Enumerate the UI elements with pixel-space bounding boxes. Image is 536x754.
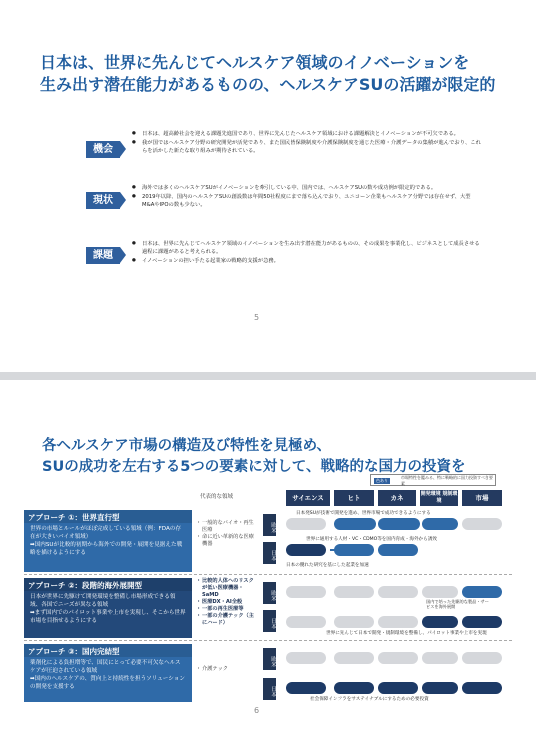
flow-pill xyxy=(378,586,418,598)
element-science: サイエンス xyxy=(286,490,330,506)
field-item: ・ 比較的人体へのリスクが低い医療機器・SaMD xyxy=(196,578,258,599)
slide-page-6 xyxy=(0,380,536,754)
approach-2-fields xyxy=(196,578,258,627)
flow-label: 日本の優れた研究を基にした起業を加速 xyxy=(286,563,369,568)
flow-pill xyxy=(422,616,458,628)
field-header: 代表的な領域 xyxy=(200,494,234,500)
flow-pill xyxy=(334,682,374,694)
element-money: カネ xyxy=(378,490,416,506)
approach-2-title: アプローチ ②：段階的海外展開型 xyxy=(24,578,192,591)
page-number: 6 xyxy=(254,706,260,715)
field-item: ・ 介護テック xyxy=(196,666,258,673)
flow-arrow xyxy=(330,549,360,551)
row-separator xyxy=(24,574,512,575)
bullet: ● 日本は、超高齢社会を迎える課題先進国であり、世界に先んじたヘルスケア領域における課題解決とイノベーションが不可欠である。 xyxy=(142,130,482,138)
flow-pill xyxy=(378,682,418,694)
flow-label: 国内で培った先駆的な製品・サービスを海外展開 xyxy=(426,599,489,609)
flow-pill xyxy=(378,544,418,556)
slide6-title-line1: 各ヘルスケア市場の構造及び特性を見極め、 xyxy=(42,438,331,454)
flow-pill xyxy=(422,652,458,664)
row-tag-japan: 日本 xyxy=(263,610,276,632)
flow-label: 日本発SUが技術で開発を進め、世界市場で成功できるようにする xyxy=(296,511,431,516)
flow-pill xyxy=(334,652,374,664)
flow-pill xyxy=(286,518,326,530)
page-number: 5 xyxy=(254,313,260,322)
flow-pill xyxy=(462,682,502,694)
flow-pill xyxy=(378,518,420,530)
bullet: ● イノベーションの担い手たる起業家の戦略的支援が急務。 xyxy=(142,257,482,265)
tag-current-status: 現状 xyxy=(86,192,120,209)
flow-pill xyxy=(286,652,326,664)
field-item: ・ 医療DX・AI全般 xyxy=(196,599,258,606)
field-item: ・ 一般的なバイオ・再生医療 xyxy=(196,520,258,534)
slide-page-5 xyxy=(0,0,536,372)
flow-pill xyxy=(422,682,458,694)
approach-2-action: ➡まず国内でのパイロット事業や上市を実現し、そこから世界市場を目指せるようにする xyxy=(30,610,186,624)
page-gap xyxy=(0,372,536,380)
bullet: ● 日本は、世界に先んじてヘルスケア領域のイノベーションを生み出す潜在能力があるものの、その成果を事業化し、ビジネスとして成長させる過程に課題があると考えられる。 xyxy=(142,240,482,256)
field-item: ・ 一部の介護テック（主にハード） xyxy=(196,613,258,627)
bullet: ● 海外では多くのヘルスケアSUがイノベーションを牽引している中、国内では、ヘルスケアSUの数や成功例が限定的である。 xyxy=(142,184,482,192)
approach-1-fields xyxy=(196,520,258,548)
approach-2-card xyxy=(24,578,192,638)
legend-text: 市場特性を鑑みる、特に戦略的に国力投資すべき要素 xyxy=(401,475,493,486)
current-status-bullets xyxy=(132,184,482,210)
approach-3-card xyxy=(24,644,192,702)
flow-pill xyxy=(462,518,502,530)
slide5-title-line1: 日本は、世界に先んじてヘルスケア領域のイノベーションを xyxy=(40,53,470,72)
tag-issue: 課題 xyxy=(86,247,120,264)
approach-1-action: ➡国内SUが比較的初期から海外での開発・展開を見据えた戦略を描けるようにする xyxy=(30,542,183,556)
row-tag-west: 欧米 xyxy=(263,648,276,670)
approach-3-action: ➡国内のヘルスケアの、質向上と持続性を担うソリューションの開発を支援する xyxy=(30,676,185,690)
slide6-title-line2: SUの成功を左右する5つの要素に対して、戦略的な国力の投資を xyxy=(42,459,466,475)
bullet: ● 我が国ではヘルスケア分野の研究開発が活発であり、また国民皆保険制度や介護保険制度を通じた医療・介護データの集積が進んでおり、これらを活かした新たな取り組みが期待されている。 xyxy=(142,139,482,155)
flow-pill xyxy=(378,652,418,664)
flow-pill xyxy=(378,616,418,628)
flow-pill xyxy=(286,544,326,556)
flow-pill xyxy=(462,652,502,664)
flow-pill xyxy=(286,682,326,694)
tag-opportunity: 機会 xyxy=(86,141,120,158)
approach-3-fields xyxy=(196,666,258,673)
approach-1-title: アプローチ ①：世界直行型 xyxy=(24,510,192,523)
flow-label: 世界に先んじて日本で開発・規制環境を整備し、パイロット事業や上市を実現 xyxy=(326,631,487,636)
flow-pill xyxy=(462,616,502,628)
element-people: ヒト xyxy=(334,490,374,506)
flow-label: 世界に通用する人材・VC・CDMO等を国内育成・海外から誘致 xyxy=(306,537,437,542)
approach-1-desc: 世界の市場とルールがほぼ完成している領域（例：FDAの存在が大きいバイオ領域） xyxy=(30,526,181,540)
approach-3-title: アプローチ ③：国内完結型 xyxy=(24,644,192,657)
row-tag-west: 欧米 xyxy=(263,514,276,536)
flow-label: 社会保障インフラをサステイナブルにするための必要投資 xyxy=(310,697,429,702)
legend-note xyxy=(370,474,496,486)
flow-pill xyxy=(286,586,326,598)
row-separator xyxy=(24,640,512,641)
legend-badge: 色あり xyxy=(376,477,388,483)
flow-pill xyxy=(422,518,458,530)
flow-pill xyxy=(286,616,326,628)
approach-3-desc: 薬剤化による負担増等で、国民にとって必要不可欠なヘルスケアが圧迫されている領域 xyxy=(30,660,181,674)
row-tag-japan: 日本 xyxy=(263,678,276,700)
issue-bullets xyxy=(132,240,482,266)
flow-pill xyxy=(334,518,376,530)
flow-pill xyxy=(334,616,374,628)
bullet: ● 2019年以降、国内のヘルスケアSUの創設数は年間50社程度にまで落ち込んでおり、ユニコーン企業もヘルスケア分野では存在せず、大型M&AやIPOの数も少ない。 xyxy=(142,193,482,209)
flow-pill xyxy=(334,586,374,598)
field-item: ・ 一部の再生医療等 xyxy=(196,606,258,613)
slide6-title xyxy=(42,436,482,478)
opportunity-bullets xyxy=(132,130,482,156)
field-item: ・ 命に近い革新的な医療機器 xyxy=(196,534,258,548)
flow-pill xyxy=(462,586,502,598)
approach-1-card xyxy=(24,510,192,572)
slide5-title xyxy=(40,52,510,96)
slide5-title-line2: 生み出す潜在能力があるものの、ヘルスケアSUの活躍が限定的 xyxy=(40,75,496,94)
row-tag-west: 欧米 xyxy=(263,582,276,604)
approach-2-desc: 日本が世界に先駆けて開発環境を整備し市場形成できる領域、各国でニーズが異なる領域 xyxy=(30,594,176,608)
row-tag-japan: 日本 xyxy=(263,542,276,564)
element-environment: 開発環境 規制環境 xyxy=(420,491,458,504)
element-market: 市場 xyxy=(462,490,502,506)
flow-pill xyxy=(422,586,458,598)
